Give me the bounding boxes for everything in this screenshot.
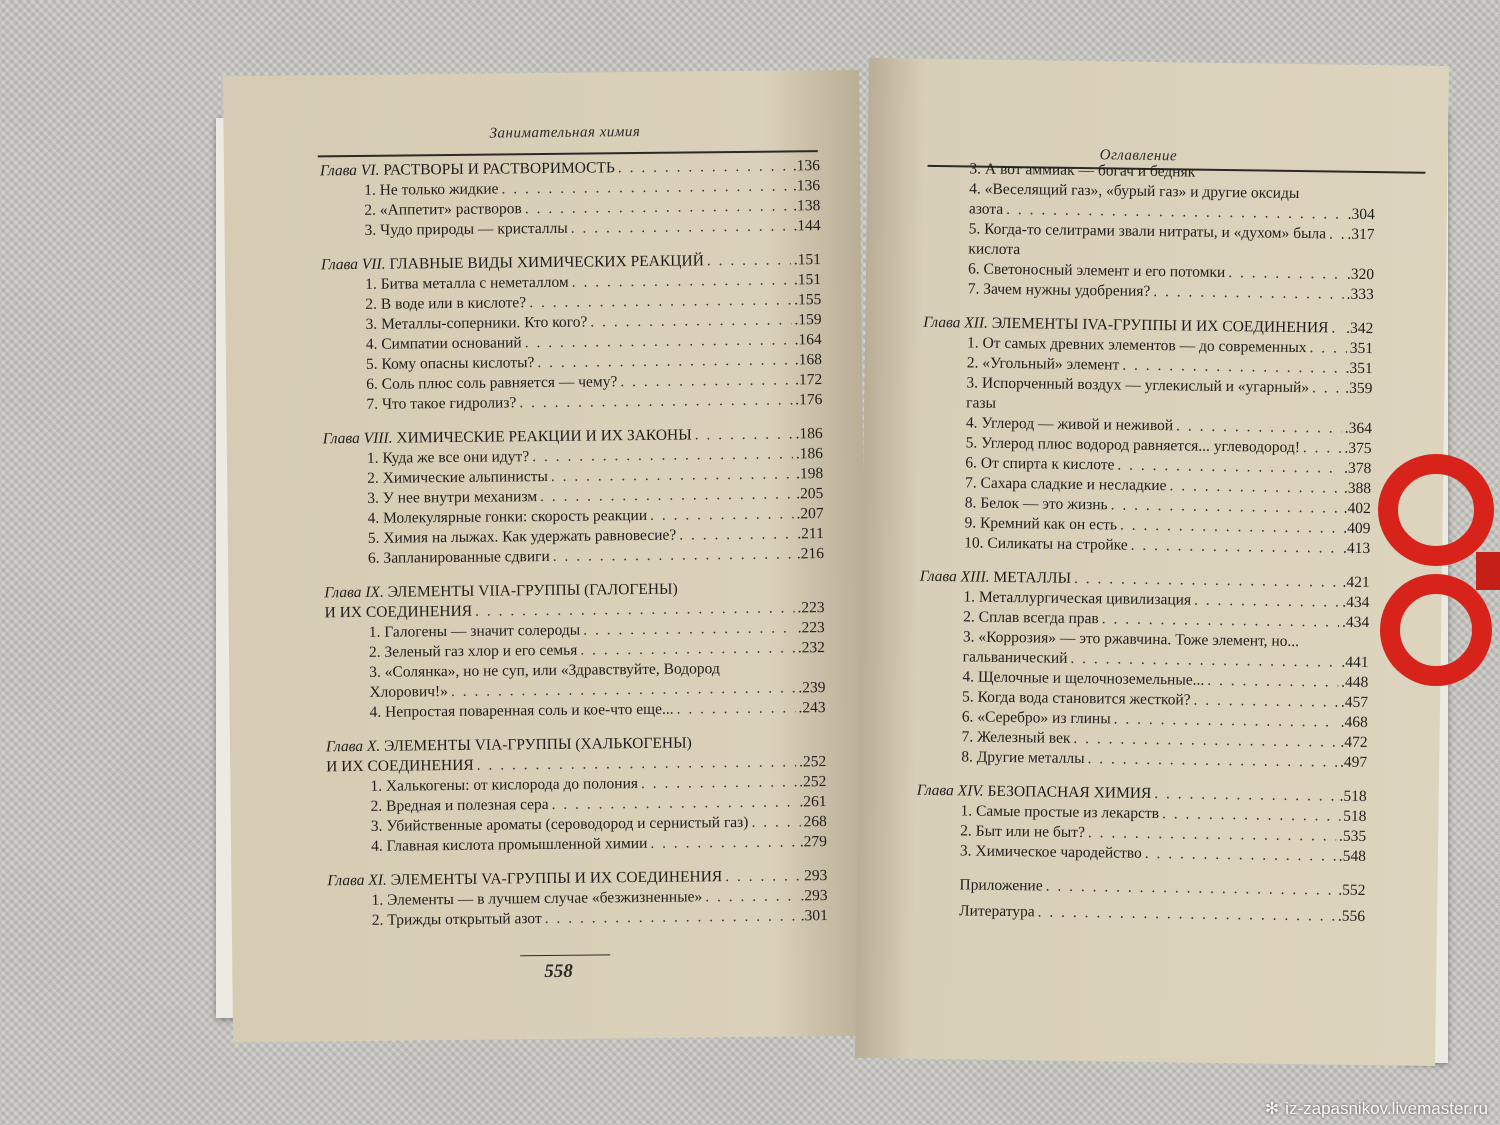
entry-page-number: .364	[1344, 419, 1373, 438]
entry-title: 4. Молекулярные гонки: скорость реакции	[367, 506, 648, 527]
toc-section-entry	[328, 906, 828, 931]
entry-title: 7. Зачем нужны удобрения?	[967, 280, 1151, 300]
entry-title: 5. Химия на лыжах. Как удержать равновесие?	[367, 526, 677, 547]
toc-section-entry	[322, 390, 822, 415]
leader-dots	[540, 484, 793, 507]
entry-page-number: .448	[1341, 673, 1369, 692]
leader-dots	[572, 270, 792, 292]
leader-dots	[529, 290, 791, 313]
entry-page-number: .434	[1341, 613, 1370, 632]
leader-dots	[707, 250, 791, 271]
entry-page-number: .155	[794, 291, 822, 309]
entry-title: 1. Металлургическая цивилизация	[963, 588, 1192, 609]
entry-title: 2. Трижды открытый азот	[371, 910, 542, 929]
entry-title: И ИХ СОЕДИНЕНИЯ	[326, 756, 474, 776]
entry-page-number: .468	[1340, 713, 1368, 732]
scissors-handles	[1376, 452, 1500, 692]
entry-page-number: .223	[797, 619, 825, 637]
watermark	[1265, 1099, 1488, 1119]
entry-title: 7. Железный век	[961, 728, 1071, 747]
entry-page-number: .252	[799, 773, 827, 791]
entry-title: 3. Убийственные ароматы (сероводород и сернистый газ)	[370, 813, 749, 835]
entry-page-number: .138	[793, 197, 821, 215]
entry-title: ЭЛЕМЕНТЫ VA-ГРУППЫ И ИХ СОЕДИНЕНИЯ	[390, 868, 723, 889]
entry-title: Приложение	[959, 876, 1043, 895]
entry-page-number: 518	[1343, 807, 1367, 826]
leader-dots	[551, 464, 793, 487]
entry-title: 4. Непростая поваренная соль и кое-что еще...	[369, 700, 674, 721]
left-running-head: Занимательная химия	[489, 123, 641, 142]
chapter-label: Глава VIII.	[322, 429, 393, 448]
leader-dots	[618, 156, 790, 178]
leader-dots	[1228, 263, 1344, 285]
entry-page-number: .176	[795, 391, 823, 409]
entry-title: БЕЗОПАСНАЯ ХИМИЯ	[987, 782, 1152, 803]
entry-page-number: .497	[1339, 753, 1368, 772]
entry-page-number: .205	[796, 485, 824, 503]
left-page	[223, 70, 869, 1043]
entry-page-number: .301	[800, 907, 828, 925]
entry-title: Хлорович!»	[369, 683, 449, 701]
entry-title: ХИМИЧЕСКИЕ РЕАКЦИИ И ИХ ЗАКОНЫ	[396, 426, 692, 447]
entry-title: 2. Сплав всегда прав	[963, 608, 1099, 628]
leader-dots	[1169, 476, 1341, 498]
entry-title: РАСТВОРЫ И РАСТВОРИМОСТЬ	[383, 159, 615, 179]
entry-title: Литература	[958, 902, 1035, 921]
entry-title: 9. Кремний как он есть	[964, 514, 1118, 534]
entry-page-number: .413	[1342, 539, 1371, 558]
chapter-label: Глава IX.	[324, 583, 384, 602]
entry-title: 2. Вредная и полезная сера	[370, 795, 549, 815]
leader-dots	[1046, 877, 1336, 901]
flower-icon: ✻	[1264, 1099, 1280, 1118]
entry-page-number: .320	[1346, 265, 1375, 284]
leader-dots	[620, 370, 792, 392]
entry-title: ЭЛЕМЕНТЫ VIIA-ГРУППЫ (ГАЛОГЕНЫ)	[387, 580, 678, 601]
entry-page-number: .556	[1337, 907, 1366, 926]
entry-title: 3. Химическое чародейство	[959, 842, 1142, 862]
leader-dots	[590, 310, 791, 332]
toc-section-entry	[327, 832, 827, 857]
leader-dots	[676, 698, 795, 719]
chapter-label: Глава XIII.	[919, 567, 990, 586]
leader-dots	[1038, 902, 1335, 926]
entry-page-number: .342	[1346, 319, 1374, 338]
entry-page-number: .472	[1340, 733, 1368, 752]
leader-dots	[532, 444, 793, 467]
entry-title: 5. Углерод плюс водород равняется... углеводород!	[965, 434, 1301, 457]
leader-dots	[545, 906, 798, 929]
entry-page-number: .136	[792, 157, 821, 175]
entry-title: 4. «Веселящий газ», «бурый газ» и другие оксиды	[969, 180, 1300, 203]
leader-dots	[1312, 378, 1342, 398]
entry-title: ЭЛЕМЕНТЫ VIA-ГРУППЫ (ХАЛЬКОГЕНЫ)	[384, 734, 692, 755]
entry-page-number: .151	[793, 271, 822, 289]
entry-page-number: .457	[1340, 693, 1369, 712]
entry-page-number: .232	[797, 639, 826, 657]
leader-dots	[553, 544, 794, 567]
leader-dots	[580, 638, 795, 660]
leader-dots	[519, 390, 792, 413]
entry-title: 1. Куда же все они идут?	[366, 448, 530, 467]
toc-appendix-entry	[915, 901, 1365, 927]
entry-title: 4. Симпатии оснований	[365, 334, 522, 353]
leader-dots	[583, 618, 795, 640]
entry-page-number: .518	[1339, 787, 1367, 806]
entry-title: 1. Битва металла с неметаллом	[365, 273, 569, 293]
entry-title: 2. «Угольный» элемент	[966, 354, 1120, 374]
entry-page-number: .409	[1343, 519, 1371, 538]
entry-page-number: .207	[796, 505, 824, 523]
leader-dots	[1331, 318, 1343, 338]
entry-title: 5. Когда вода становится жесткой?	[961, 688, 1191, 709]
left-page-number: 558	[544, 960, 573, 983]
entry-title: 1. Халькогены: от кислорода до полония	[370, 775, 639, 795]
entry-page-number: .216	[796, 545, 825, 563]
chapter-label: Глава XII.	[923, 313, 989, 332]
entry-title: 4. Щелочные и щелочноземельные...	[962, 668, 1205, 689]
entry-title: 4. Главная кислота промышленной химии	[370, 834, 648, 855]
entry-title: 1. Не только жидкие	[364, 180, 499, 199]
entry-title: 3. А вот аммиак — богач и бедняк	[969, 160, 1196, 181]
entry-title: ГЛАВНЫЕ ВИДЫ ХИМИЧЕСКИХ РЕАКЦИЙ	[389, 252, 704, 273]
entry-title: 2. Зеленый газ хлор и его семья	[368, 641, 578, 661]
entry-title: 5. Когда-то селитрами звали нитраты, и «духом» была	[968, 220, 1327, 243]
entry-title: 5. Кому опасны кислоты?	[365, 354, 535, 373]
entry-title: 6. От спирта к кислоте	[965, 454, 1115, 474]
entry-title: 4. Углерод — живой и неживой	[965, 414, 1174, 435]
entry-title: МЕТАЛЛЫ	[993, 568, 1072, 587]
entry-page-number: .279	[799, 833, 828, 851]
toc-appendix-entry	[915, 875, 1365, 901]
entry-title: 6. Светоносный элемент и его потомки	[967, 260, 1226, 281]
left-footer-rule	[520, 954, 610, 956]
leader-dots	[1194, 591, 1339, 613]
entry-page-number: .441	[1341, 653, 1369, 672]
entry-page-number: .168	[794, 351, 823, 369]
entry-page-number: .186	[795, 445, 824, 463]
entry-page-number: .136	[792, 177, 821, 195]
entry-page-number: .548	[1338, 847, 1367, 866]
leader-dots	[695, 424, 793, 445]
entry-page-number: 351	[1349, 339, 1374, 358]
entry-title: гальванический	[962, 648, 1068, 667]
entry-page-number: .211	[797, 525, 824, 543]
chapter-label: Глава XI.	[327, 871, 387, 890]
chapter-label: Глава XIV.	[916, 781, 984, 800]
leader-dots	[1309, 338, 1346, 359]
entry-page-number: .159	[794, 311, 822, 329]
leader-dots	[751, 812, 800, 833]
entry-title: 7. Сахара сладкие и несладкие	[964, 474, 1167, 495]
leader-dots	[1207, 671, 1338, 693]
entry-title: 1. Элементы — в лучшем случае «безжизненные»	[371, 888, 703, 909]
entry-page-number: .552	[1338, 881, 1366, 900]
entry-title: 3. Чудо природы — кристаллы	[364, 219, 568, 239]
entry-title: азота	[968, 200, 1004, 218]
leader-dots	[650, 832, 797, 854]
entry-page-number: .421	[1342, 573, 1370, 592]
leader-dots	[1162, 804, 1340, 826]
leader-dots	[552, 792, 797, 815]
leader-dots	[571, 216, 791, 238]
entry-page-number: .252	[798, 753, 827, 771]
entry-title: 6. «Серебро» из глины	[961, 708, 1111, 728]
leader-dots	[1303, 438, 1342, 459]
entry-page-number: .164	[794, 331, 822, 349]
toc-section-entry	[320, 216, 820, 241]
toc-section-entry	[326, 698, 826, 723]
entry-title: 2. «Аппетит» растворов	[364, 200, 522, 219]
watermark-text: iz-zapasnikov.livemaster.ru	[1285, 1099, 1488, 1118]
chapter-label: Глава X.	[325, 737, 381, 756]
chapter-label: Глава VII.	[320, 255, 386, 274]
entry-page-number: .223	[797, 599, 825, 617]
leader-dots	[1176, 416, 1342, 438]
entry-page-number: .243	[798, 699, 826, 717]
entry-page-number: .402	[1343, 499, 1371, 518]
entry-page-number: .239	[798, 679, 826, 697]
entry-title: 3. Испорченный воздух — углекислый и «угарный»	[966, 374, 1310, 397]
leader-dots	[641, 772, 796, 794]
entry-title: 1. Самые простые из лекарств	[960, 802, 1160, 823]
leader-dots	[1193, 691, 1338, 713]
entry-page-number: 293	[804, 867, 828, 885]
entry-page-number: .186	[795, 425, 823, 443]
right-running-head: Оглавление	[1099, 147, 1178, 165]
entry-page-number: .172	[794, 371, 823, 389]
entry-title: 2. В воде или в кислоте?	[365, 294, 527, 313]
entry-page-number: .261	[799, 793, 827, 811]
leader-dots	[1087, 749, 1337, 772]
entry-title: И ИХ СОЕДИНЕНИЯ	[324, 602, 473, 622]
leader-dots	[1329, 224, 1345, 244]
entry-page-number: .317	[1347, 225, 1375, 244]
right-page	[855, 58, 1449, 1066]
entry-title: 1. От самых древних элементов — до современных	[966, 334, 1307, 357]
entry-page-number: .434	[1342, 593, 1370, 612]
leader-dots	[705, 886, 797, 907]
entry-page-number: .304	[1347, 205, 1375, 224]
entry-page-number: .333	[1346, 285, 1374, 304]
leader-dots	[1131, 536, 1341, 559]
leader-dots	[525, 196, 791, 219]
entry-page-number: .144	[793, 217, 821, 235]
entry-title: 3. У нее внутри механизм	[367, 488, 538, 507]
entry-title: 6. Соль плюс соль равняется — чему?	[366, 373, 618, 393]
leader-dots	[650, 504, 794, 526]
entry-page-number: .293	[800, 887, 828, 905]
entry-page-number: .198	[795, 465, 824, 483]
entry-title: 7. Что такое гидролиз?	[366, 394, 517, 413]
entry-page-number: .375	[1344, 439, 1372, 458]
entry-title: 3. «Коррозия» — это ржавчина. Тоже элемент, но...	[962, 628, 1300, 651]
entry-title: 1. Галогены — значит солероды	[368, 621, 581, 641]
right-toc-list	[915, 159, 1376, 927]
entry-page-number: .351	[1345, 359, 1373, 378]
leader-dots	[1154, 784, 1337, 807]
chapter-label: Глава VI.	[319, 161, 380, 180]
entry-title: 8. Белок — это жизнь	[964, 494, 1108, 514]
entry-title: ЭЛЕМЕНТЫ IVA-ГРУППЫ И ИХ СОЕДИНЕНИЯ	[991, 314, 1329, 337]
entry-title: 3. Металлы-соперники. Кто кого?	[365, 313, 588, 333]
leader-dots	[679, 524, 794, 545]
leader-dots	[537, 350, 792, 373]
entry-title: газы	[966, 394, 997, 412]
entry-title: 2. Быт или не быт?	[960, 822, 1086, 842]
entry-page-number: 268	[803, 813, 827, 831]
leader-dots	[525, 330, 792, 353]
entry-title: 8. Другие металлы	[961, 748, 1085, 768]
entry-page-number: .359	[1345, 379, 1373, 398]
entry-title: 10. Силикаты на стройке	[964, 534, 1128, 554]
entry-title: 3. «Солянка», но не суп, или «Здравствуйте, Водород	[369, 660, 720, 681]
leader-dots	[1145, 844, 1336, 867]
entry-page-number: .535	[1338, 827, 1367, 846]
entry-title: 2. Химические альпинисты	[367, 467, 548, 487]
leader-dots	[725, 866, 801, 887]
toc-section-entry	[324, 544, 824, 569]
left-toc-list	[320, 156, 828, 931]
entry-page-number: .151	[793, 251, 822, 269]
entry-title: 6. Запланированные сдвиги	[367, 547, 550, 567]
entry-page-number: .388	[1343, 479, 1372, 498]
entry-page-number: .378	[1344, 459, 1372, 478]
entry-title: кислота	[968, 240, 1021, 259]
leader-dots	[1153, 282, 1344, 305]
